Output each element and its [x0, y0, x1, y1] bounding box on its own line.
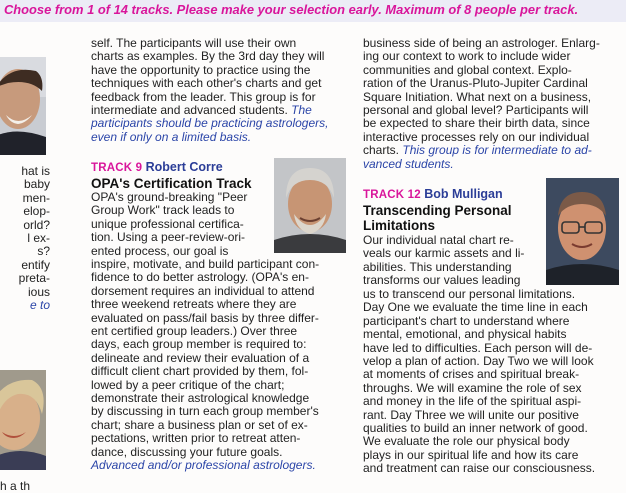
track-9-body-line: days, each group member is required to: [91, 337, 307, 352]
left-fragment-line: hat is [21, 165, 50, 178]
middle-intro-line: charts as examples. By the 3rd day they will [91, 49, 325, 64]
track-9-body-line: delineate and review their evaluation of a [91, 350, 310, 365]
right-intro-line: interactive processes rely on our individual [363, 129, 590, 144]
portrait-photo-bottom-left [0, 370, 46, 470]
middle-intro-line: techniques with each other's charts and get [91, 76, 322, 91]
track-12-body-line: abilities. This understanding [363, 259, 512, 274]
left-fragment-line: ious [27, 284, 50, 299]
track-9-number: TRACK 9 [91, 162, 143, 174]
right-column-intro [363, 37, 618, 171]
track-12-body-line: mental, emotional, and physical habits [363, 327, 567, 342]
portrait-robert-corre [274, 158, 346, 253]
middle-intro-note-line: even if only on a limited basis. [91, 129, 252, 144]
track-9-body-line: three weekend retreats where they are [91, 297, 297, 312]
portrait-bob-mulligan [546, 178, 619, 285]
track-12-body-line: transforms our values leading [363, 273, 521, 288]
track-12-title-line: Transcending Personal [363, 203, 512, 219]
track-9-body-line: tion. Using a peer-review-ori- [91, 230, 246, 245]
left-fragment-line: elop- [23, 204, 50, 219]
portrait-photo-top-left [0, 57, 46, 155]
track-9-body-line: ent certified group leaders.) Over three [91, 324, 298, 339]
left-fragment-line: entify [21, 257, 50, 272]
left-fragment-line: l ex- [27, 231, 50, 246]
right-intro-mixed-line [363, 144, 618, 157]
track-9-title: OPA's Certification Track [91, 176, 252, 192]
track-9-body-line: unique professional certifica- [91, 216, 244, 231]
middle-intro-line: have the opportunity to practice using the [91, 62, 311, 77]
track-9-body-line: fidence to do better astrology. (OPA's en- [91, 270, 309, 285]
track-9-body-line: by discussing in turn each group member's [91, 404, 319, 419]
track-12-body-line: at moments of crises and spiritual break- [363, 367, 580, 382]
track-12-body-line: Our individual natal chart re- [363, 233, 514, 247]
left-bottom-fragment [0, 480, 50, 493]
right-intro-note-last: vanced students. [363, 156, 454, 171]
track-12-body-line: qualities to build an inner network of good. [363, 421, 588, 436]
track-9-body-line: ented process, our goal is [91, 243, 229, 258]
right-intro-line: Square Initiation. What next on a business, [363, 89, 592, 104]
track-12-body-line: and treatment can raise our consciousness. [363, 461, 596, 476]
track-9-body-line: dance, discussing your future goals. [91, 444, 283, 459]
track-9-body-line: chart; share a business plan or set of ex- [91, 417, 308, 432]
right-intro-line: personal and global level? Participants will [363, 103, 589, 118]
track-9-leader: Robert Corre [145, 160, 223, 174]
track-12-title-line: Limitations [363, 218, 436, 234]
right-intro-line: business side of being an astrologer. Enlarg- [363, 36, 600, 50]
left-column-fragment [0, 165, 50, 312]
track-12-title [363, 203, 548, 233]
track-12-leader: Bob Mulligan [424, 187, 503, 201]
track-12-body-line: have led to difficulties. Each person will de- [363, 340, 593, 355]
middle-intro-note-start: The [291, 103, 312, 118]
track-12-body-line: We evaluate the role our physical body [363, 434, 570, 449]
middle-intro-line [91, 104, 356, 117]
track-12-body-line: us to transcend our personal limitations. [363, 287, 576, 301]
left-fragment-line: baby [23, 177, 50, 192]
middle-intro-last-text: intermediate and advanced students. [91, 103, 292, 118]
header-banner [0, 0, 626, 22]
middle-column [91, 37, 356, 144]
track-9-body-line: difficult client chart provided by them, fol- [91, 364, 309, 379]
right-intro-line: ration of the Uranus-Pluto-Jupiter Cardinal [363, 76, 588, 91]
right-intro-plain: charts. [363, 143, 403, 158]
track-9-header [91, 161, 291, 191]
left-fragment-line: s? [37, 244, 50, 259]
track-12-body-narrow [363, 234, 543, 288]
track-12-body-line: veals our karmic assets and li- [363, 246, 525, 261]
right-intro-line: ing our context to work to include wider [363, 49, 571, 64]
track-9-body-line: pectations, written prior to retreat atten- [91, 431, 301, 446]
track-9-audience-note: Advanced and/or professional astrologers. [91, 458, 316, 473]
right-intro-line: be expected to share their birth data, since [363, 116, 590, 131]
track-12-body-line: participant's chart to understand where [363, 313, 570, 328]
middle-intro [91, 37, 356, 144]
track-9-body-line: demonstrate their astrological knowledge [91, 391, 310, 406]
left-fragment-line: men- [22, 190, 50, 205]
track-9-body-narrow [91, 191, 271, 258]
track-12-body-line: velop a plan of action. Day Two we will look [363, 354, 594, 369]
track-9-body-line: inspire, motivate, and build participant con- [91, 257, 320, 271]
left-fragment-line: orld? [23, 217, 50, 232]
track-12-body-line: and money in the life of the spiritual aspi- [363, 394, 582, 409]
track-9-body-line: OPA's ground-breaking "Peer [91, 190, 248, 204]
left-fragment-line: preta- [18, 271, 50, 286]
left-fragment-line: e to [29, 298, 50, 313]
track-9-body-line: dorsement requires an individual to attend [91, 283, 315, 298]
middle-intro-note-line: participants should be practicing astrologers, [91, 116, 329, 131]
track-9-body-line: Group Work" track leads to [91, 203, 235, 218]
track-12-body-line: throughs. We will examine the role of sex [363, 380, 582, 395]
track-12-body-line: Day One we evaluate the time line in each [363, 300, 588, 315]
track-12-body-wide [363, 288, 625, 476]
track-12-header [363, 188, 548, 233]
left-bottom-text: h a th [0, 480, 31, 493]
banner-text: Choose from 1 of 14 tracks. Please make your selection early. Maximum of 8 people per track. [4, 2, 579, 17]
left-fragment-lines [0, 165, 50, 312]
middle-intro-line: feedback from the leader. This group is for [91, 89, 316, 104]
right-intro-line: communities and global context. Explo- [363, 62, 572, 77]
track-9-body-line: lowed by a peer critique of the chart; [91, 377, 285, 392]
track-12-body-line: rant. Day Three we will unite our positive [363, 407, 579, 422]
track-9-body-wide [91, 258, 356, 473]
track-9-body-line: evaluated on pass/fail basis by three differ- [91, 310, 319, 325]
track-12-body-line: plays in our spiritual life and how its care [363, 447, 579, 462]
right-intro-note: This group is for intermediate to ad- [402, 143, 592, 158]
track-12-number: TRACK 12 [363, 189, 421, 201]
middle-intro-line: self. The participants will use their own [91, 36, 297, 50]
